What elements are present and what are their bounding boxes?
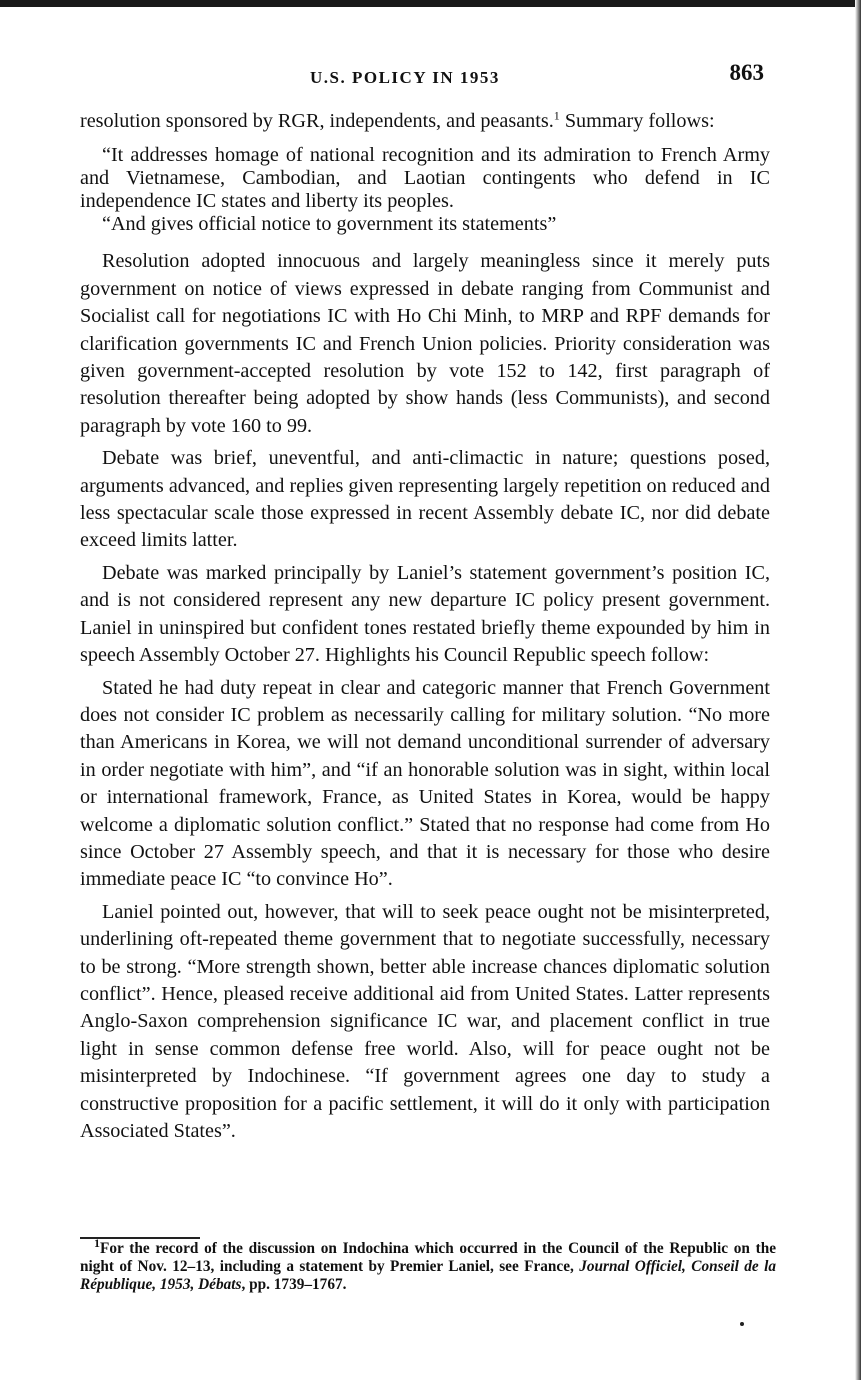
- footnote-citation: Journal Officiel, Conseil de la République, 1953, Débats: [80, 1257, 776, 1293]
- running-title: U.S. POLICY IN 1953: [310, 68, 500, 87]
- quoted-summary: [80, 144, 770, 236]
- running-head: [80, 60, 770, 92]
- footnote-reference: 1: [553, 108, 560, 123]
- paragraph-5: Stated he had duty repeat in clear and categoric manner that French Government does not consider IC problem as necessarily calling for military solution. “No more than Americans in Korea, we will not demand unconditional surrender of adversary in order negotiate with him”, and “if an honorable solution was in sight, within local or international framework, France, as United States in Korea, would be happy welcome a diplomatic solution conflict.” Stated that no response had come from Ho since October 27 Assembly speech, and that it is necessary for those who desire immediate peace IC “to convince Ho”.: [80, 676, 770, 891]
- paragraph-4: Debate was marked principally by Laniel’s statement government’s position IC, and is not considered represent any new departure IC policy present government. Laniel in uninspired but confident tones restated briefly theme expounded by him in speech Assembly October 27. Highlights his Council Republic speech follow:: [80, 561, 770, 667]
- page-edge-shadow: [855, 0, 861, 1380]
- top-border: [0, 0, 861, 7]
- paragraph-1: [80, 108, 770, 135]
- footnote-marker: 1: [94, 1235, 100, 1250]
- quote-2: “And gives official notice to government its statements”: [102, 213, 557, 236]
- print-speck: [740, 1322, 744, 1326]
- footnote: [80, 1235, 776, 1293]
- quote-1: “It addresses homage of national recognition and its admiration to French Army and Vietnamese, Cambodian, and Laotian contingents who defend in IC independence IC states and liberty its peoples.: [80, 144, 770, 213]
- footnote-text-a: For the record of the discussion on Indochina which occurred in the Council of the Republic on the night of Nov. 12–13, including a statement by Premier Laniel, see France,: [80, 1240, 776, 1275]
- paragraph-1-tail: Summary follows:: [559, 110, 715, 132]
- document-body: [80, 108, 770, 1145]
- paragraph-3: Debate was brief, uneventful, and anti-climactic in nature; questions posed, arguments advanced, and replies given representing largely repetition on reduced and less spectacular scale those expressed in recent Assembly debate IC, nor did debate exceed limits latter.: [80, 447, 770, 552]
- paragraph-1-text: resolution sponsored by RGR, independents, and peasants.: [80, 110, 554, 132]
- page-number: 863: [729, 60, 764, 85]
- paragraph-6: Laniel pointed out, however, that will to seek peace ought not be misinterpreted, underlining oft-repeated theme government that to negotiate successfully, necessary to be strong. “More strength shown, better able increase chances diplomatic solution conflict”. Hence, pleased receive additional aid from United States. Latter represents Anglo-Saxon comprehension significance IC war, and placement conflict in true light in sense common defense free world. Also, will for peace ought not be misinterpreted by Indochinese. “If government agrees one day to study a constructive proposition for a pacific settlement, it will do it only with participation Associated States”.: [80, 900, 770, 1142]
- paragraph-2: Resolution adopted innocuous and largely meaningless since it merely puts government on notice of views expressed in debate ranging from Communist and Socialist call for negotiations IC with Ho Chi Minh, to MRP and RPF demands for clarification governments IC and French Union policies. Priority consideration was given government-accepted resolution by vote 152 to 142, first paragraph of resolution thereafter being adopted by show hands (less Communists), and second paragraph by vote 160 to 99.: [80, 250, 770, 437]
- footnote-text-b: , pp. 1739–1767.: [241, 1275, 347, 1293]
